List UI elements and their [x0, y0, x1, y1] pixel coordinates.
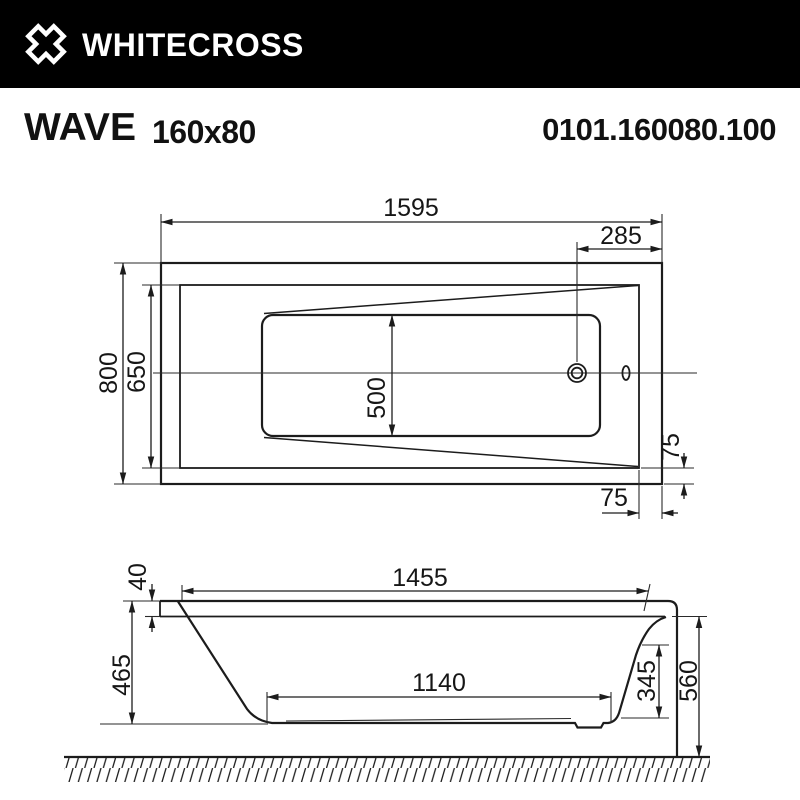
- dim-end-rim: [600, 470, 678, 519]
- model-size: 160x80: [152, 114, 256, 150]
- svg-text:75: 75: [657, 433, 685, 461]
- svg-text:1595: 1595: [383, 194, 439, 222]
- basin-floor-line: [286, 719, 571, 722]
- dim-bottom-length: [267, 669, 611, 723]
- svg-text:40: 40: [124, 563, 152, 591]
- dim-rim-length: [182, 564, 650, 611]
- dim-depth: [100, 601, 268, 724]
- basin-outline: [262, 315, 600, 436]
- tub-rim-inner-outline: [180, 285, 639, 468]
- tub-shell-profile: [178, 602, 666, 728]
- svg-text:500: 500: [363, 377, 391, 419]
- svg-text:1455: 1455: [392, 564, 448, 592]
- svg-text:1140: 1140: [412, 669, 466, 697]
- product-code: 0101.160080.100: [542, 112, 776, 147]
- dim-rim-thickness: [123, 563, 160, 632]
- svg-text:800: 800: [95, 352, 123, 394]
- dim-side-rim: [641, 433, 694, 499]
- svg-text:465: 465: [108, 654, 136, 696]
- brand-name: WHITECROSS: [82, 26, 304, 63]
- svg-text:650: 650: [123, 351, 151, 393]
- side-view: [64, 563, 710, 782]
- dim-overall-length: [161, 194, 662, 263]
- svg-text:75: 75: [600, 484, 628, 512]
- dim-inner-width: [123, 285, 180, 468]
- top-view: [95, 194, 697, 519]
- model-name: WAVE: [24, 106, 136, 149]
- svg-text:560: 560: [675, 660, 703, 702]
- ground-hatch: [64, 757, 710, 782]
- slope-edge-bottom: [264, 438, 638, 467]
- dim-drain-offset: [577, 222, 662, 362]
- svg-text:345: 345: [633, 660, 661, 702]
- svg-text:285: 285: [600, 222, 642, 250]
- dim-basin-width: [363, 315, 392, 436]
- slope-edge-top: [264, 286, 638, 314]
